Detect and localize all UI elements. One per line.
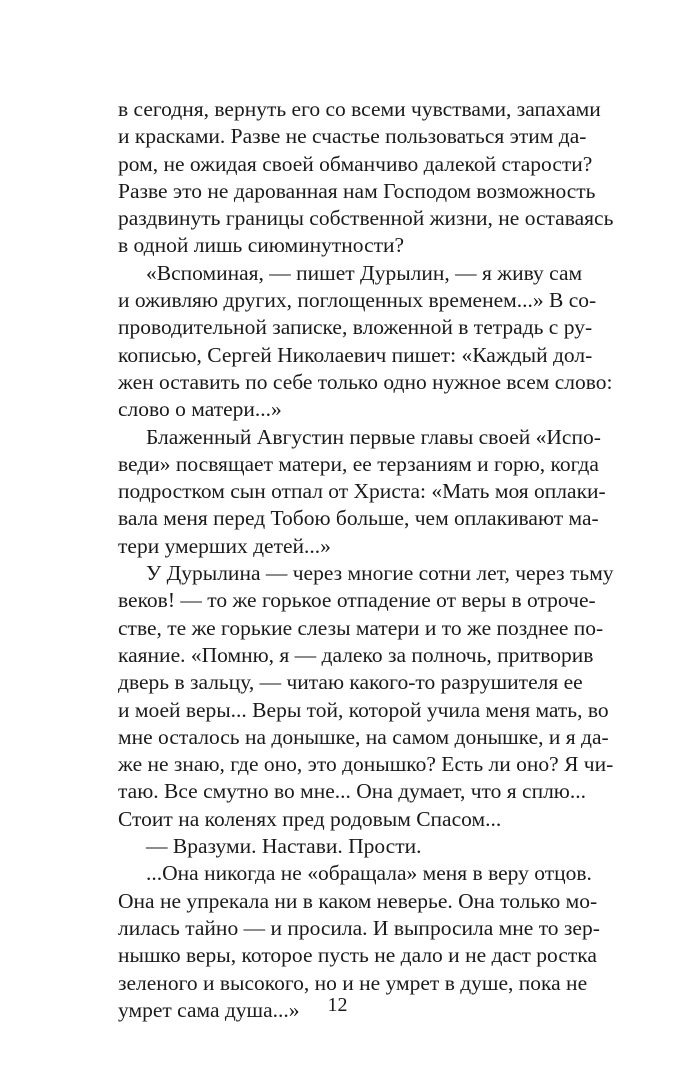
text-line: стве, те же горькие слезы матери и то же позднее по- bbox=[118, 615, 604, 640]
text-line: зеленого и высокого, но и не умрет в душе, пока не bbox=[118, 970, 588, 995]
text-line: Разве это не дарованная нам Господом возможность bbox=[118, 178, 596, 203]
text-line: Стоит на коленях пред родовым Спасом... bbox=[118, 806, 502, 831]
text-line: и красками. Разве не счастье пользоваться этим да- bbox=[118, 124, 587, 149]
text-line: каяние. «Помню, я — далеко за полночь, притворив bbox=[118, 642, 594, 667]
text-line: нышко веры, которое пусть не дало и не даст ростка bbox=[118, 943, 597, 968]
text-line: и оживляю других, поглощенных временем...» В со- bbox=[118, 288, 597, 313]
paragraph bbox=[118, 260, 613, 424]
paragraph bbox=[118, 424, 606, 560]
text-line: умрет сама душа...» bbox=[118, 997, 300, 1022]
text-line: жен оставить по себе только одно нужное всем слово: bbox=[118, 369, 613, 394]
text-line: веди» посвящает матери, ее терзаниям и горю, когда bbox=[118, 451, 599, 476]
text-line: ...Она никогда не «обращала» меня в веру отцов. bbox=[146, 861, 592, 886]
text-line: проводительной записке, вложенной в тетрадь с ру- bbox=[118, 315, 593, 340]
paragraph bbox=[118, 833, 578, 860]
text-line: У Дурылина — через многие сотни лет, через тьму bbox=[146, 561, 614, 586]
text-line: лилась тайно — и просила. И выпросила мне то зер- bbox=[118, 915, 600, 940]
text-line: тери умерших детей...» bbox=[118, 533, 331, 558]
text-line: слово о матери...» bbox=[118, 397, 282, 422]
paragraph bbox=[118, 96, 614, 260]
text-line: «Вспоминая, — пишет Дурылин, — я живу сам bbox=[146, 260, 583, 285]
text-line: в сегодня, вернуть его со всеми чувствами, запахами bbox=[118, 97, 601, 121]
text-line: в одной лишь сиюминутности? bbox=[118, 233, 405, 258]
paragraph bbox=[118, 560, 614, 833]
text-line: же не знаю, где оно, это донышко? Есть ли оно? Я чи- bbox=[118, 752, 614, 777]
text-line: вала меня перед Тобою больше, чем оплакивают ма- bbox=[118, 506, 599, 531]
text-line: подростком сын отпал от Христа: «Мать моя оплаки- bbox=[118, 479, 606, 504]
page-number: 12 bbox=[327, 994, 348, 1016]
text-line: таю. Все смутно во мне... Она думает, что я сплю... bbox=[118, 779, 586, 804]
text-line: Блаженный Августин первые главы своей «Испо- bbox=[146, 424, 601, 449]
text-line: — Вразуми. Настави. Прости. bbox=[146, 834, 422, 859]
text-line: дверь в зальцу, — читаю какого-то разрушителя ее bbox=[118, 670, 583, 695]
text-line: кописью, Сергей Николаевич пишет: «Каждый дол- bbox=[118, 342, 593, 367]
text-line: веков! — то же горькое отпадение от веры в отроче- bbox=[118, 588, 596, 613]
text-line: ром, не ожидая своей обманчиво далекой старости? bbox=[118, 151, 593, 176]
text-line: и моей веры... Веры той, которой учила меня мать, во bbox=[118, 697, 609, 722]
text-line: раздвинуть границы собственной жизни, не оставаясь bbox=[118, 206, 614, 231]
body-text bbox=[118, 96, 614, 1024]
text-line: Она не упрекала ни в каком неверье. Она только мо- bbox=[118, 888, 598, 913]
text-line: мне осталось на донышке, на самом донышке, и я да- bbox=[118, 724, 609, 749]
